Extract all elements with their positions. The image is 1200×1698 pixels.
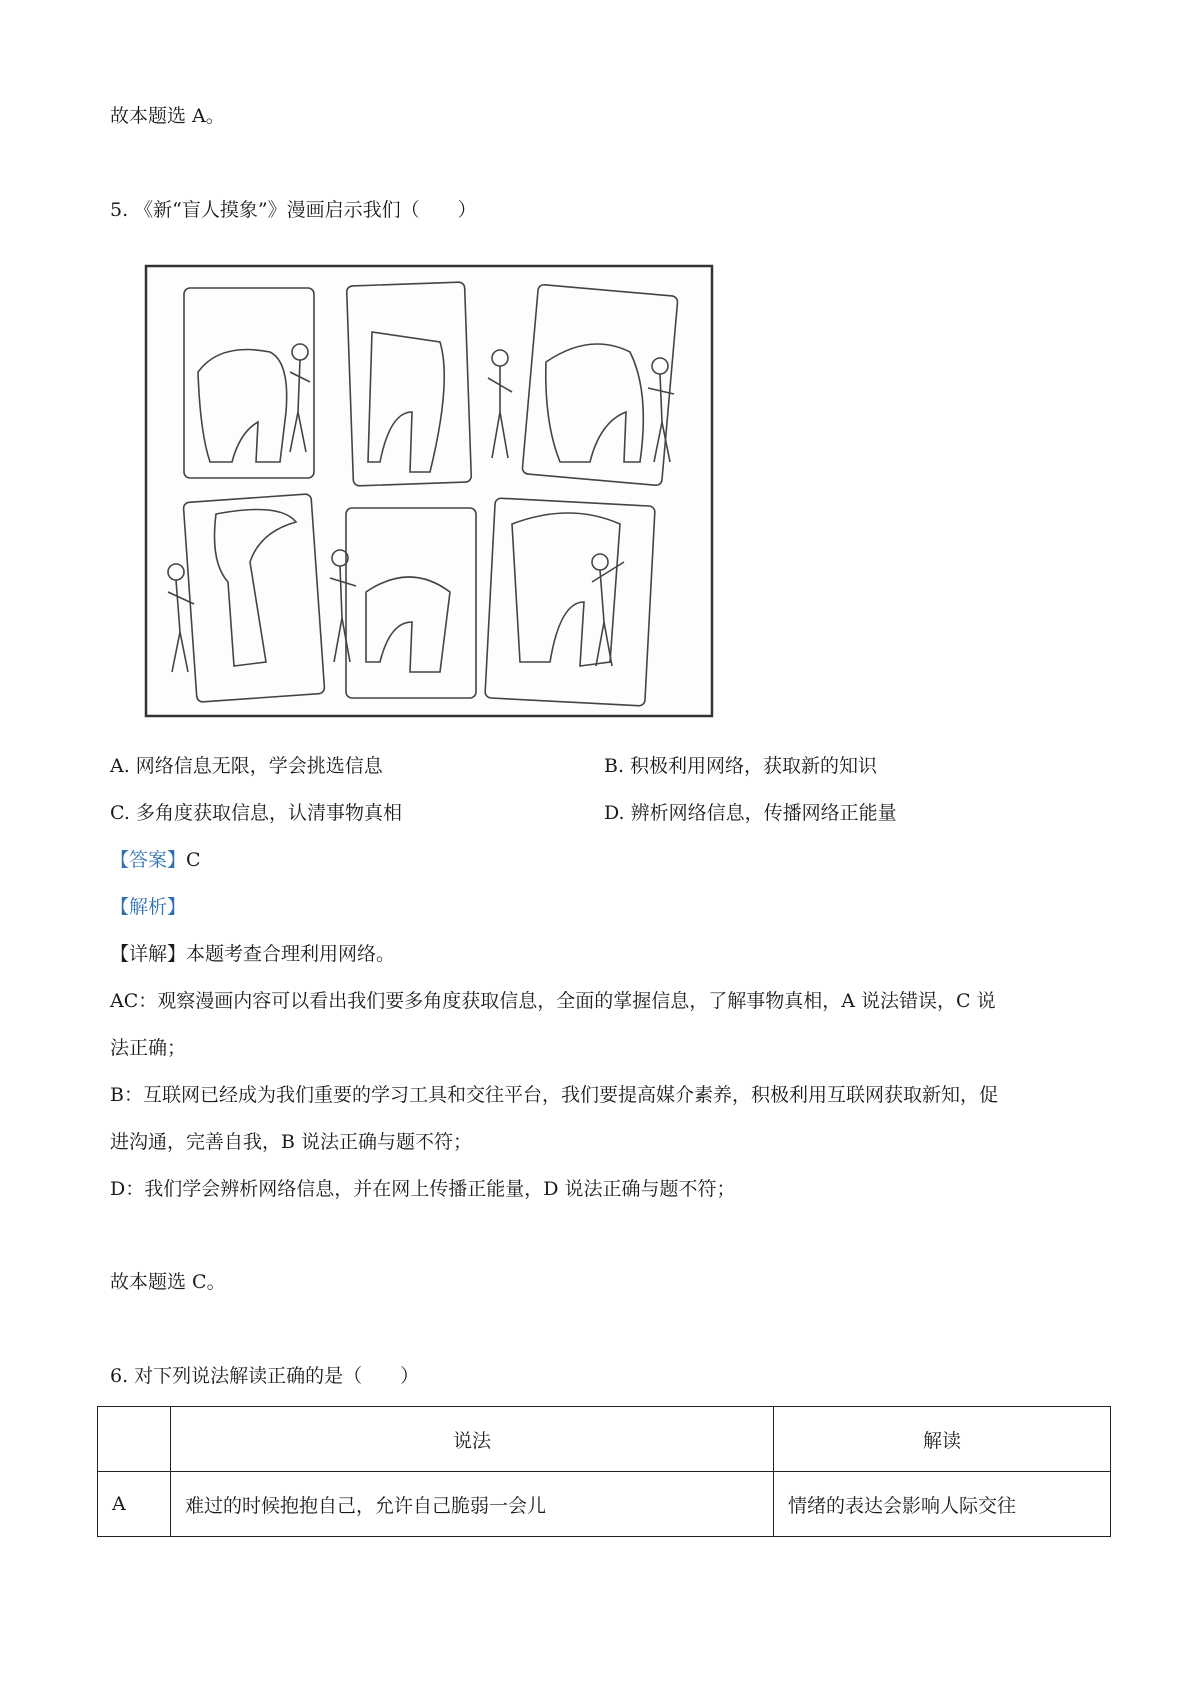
table-header-cell	[98, 1407, 171, 1472]
table-header-row	[98, 1407, 1111, 1472]
q5-d-line: D：我们学会辨析网络信息，并在网上传播正能量，D 说法正确与题不符；	[110, 1178, 736, 1200]
q5-stem: 5. 《新“盲人摸象”》漫画启示我们（ ）	[110, 199, 477, 221]
q5-ac-line1: AC：观察漫画内容可以看出我们要多角度获取信息，全面的掌握信息，了解事物真相，A 说法错误，C 说	[110, 990, 996, 1012]
q6-stem: 6. 对下列说法解读正确的是（ ）	[110, 1365, 420, 1387]
prev-conclusion: 故本题选 A。	[110, 105, 225, 127]
table-cell: A	[98, 1472, 171, 1537]
table-header-cell: 解读	[774, 1407, 1111, 1472]
q6-table	[97, 1406, 1111, 1537]
q5-detail: 【详解】本题考查合理利用网络。	[110, 943, 396, 965]
table-header-cell: 说法	[171, 1407, 774, 1472]
q5-b-line2: 进沟通，完善自我，B 说法正确与题不符；	[110, 1131, 473, 1153]
q5-option-b: B. 积极利用网络，获取新的知识	[604, 755, 878, 777]
blind-men-and-elephant-cartoon-icon	[140, 262, 718, 720]
q5-ac-line2: 法正确；	[110, 1037, 187, 1059]
answer-label: 【答案】	[110, 849, 187, 871]
q5-answer	[110, 848, 201, 872]
table-cell: 难过的时候抱抱自己，允许自己脆弱一会儿	[171, 1472, 774, 1537]
q5-option-a: A. 网络信息无限，学会挑选信息	[110, 755, 383, 777]
table-row	[98, 1472, 1111, 1537]
q5-option-d: D. 辨析网络信息，传播网络正能量	[604, 802, 897, 824]
q5-b-line1: B：互联网已经成为我们重要的学习工具和交往平台，我们要提高媒介素养，积极利用互联网获取新知，促	[110, 1084, 998, 1106]
q5-conclusion: 故本题选 C。	[110, 1271, 226, 1293]
table-cell: 情绪的表达会影响人际交往	[774, 1472, 1111, 1537]
answer-value: C	[186, 849, 201, 871]
q5-analysis-label: 【解析】	[110, 896, 187, 918]
q5-option-c: C. 多角度获取信息，认清事物真相	[110, 802, 402, 824]
